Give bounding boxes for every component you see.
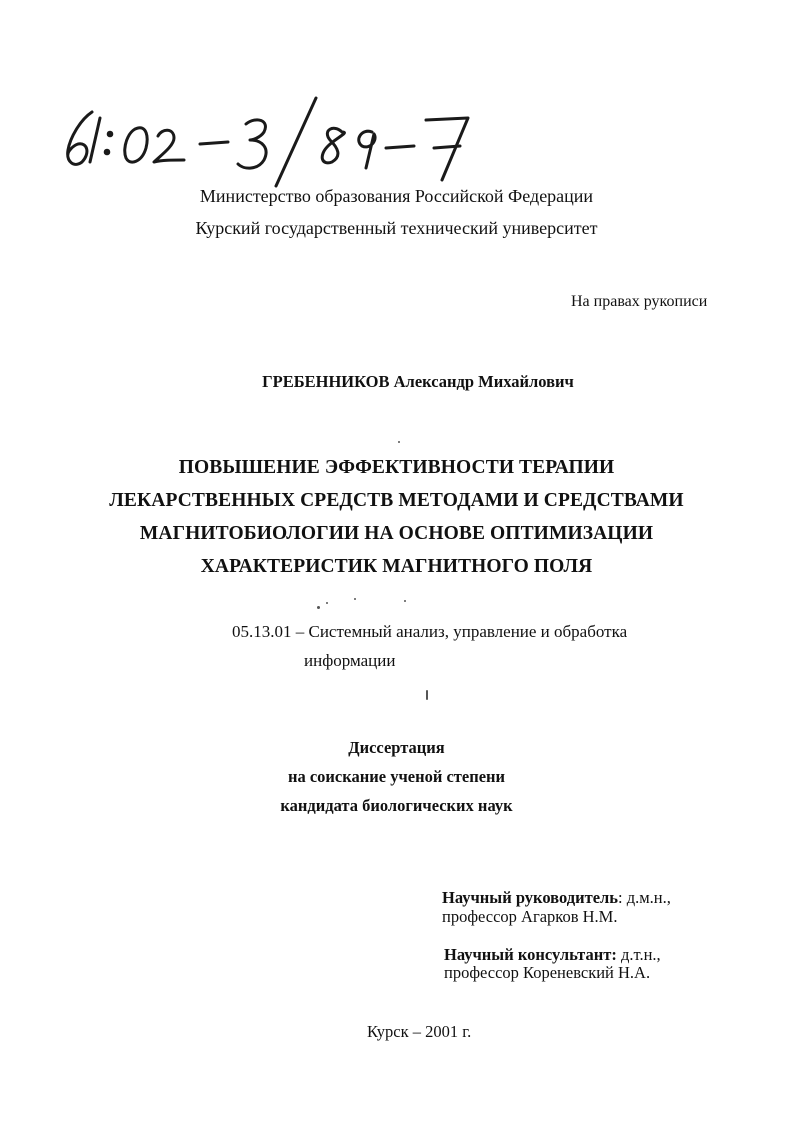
supervisor-label: Научный руководитель xyxy=(442,888,618,907)
scan-speck xyxy=(404,600,406,602)
scan-speck xyxy=(326,602,328,604)
scan-speck xyxy=(398,441,400,443)
supervisor-degree: : д.м.н., xyxy=(618,888,671,907)
scan-speck xyxy=(317,606,320,609)
scan-speck xyxy=(426,690,428,700)
thesis-title-line-4: ХАРАКТЕРИСТИК МАГНИТНОГО ПОЛЯ xyxy=(200,556,593,577)
supervisor-line xyxy=(442,888,671,908)
consultant-name: профессор Кореневский Н.А. xyxy=(444,963,651,982)
specialty-code-line-1: 05.13.01 – Системный анализ, управление и обработка xyxy=(232,622,628,641)
consultant-label: Научный консультант: xyxy=(444,945,617,964)
thesis-title-line-1: ПОВЫШЕНИЕ ЭФФЕКТИВНОСТИ ТЕРАПИИ xyxy=(178,457,615,478)
specialty-code-line-2: информации xyxy=(304,651,396,670)
manuscript-rights: На правах рукописи xyxy=(571,293,708,310)
university-name: Курский государственный технический университет xyxy=(195,218,598,238)
consultant-degree: д.т.н., xyxy=(616,945,661,964)
thesis-title-line-3: МАГНИТОБИОЛОГИИ НА ОСНОВЕ ОПТИМИЗАЦИИ xyxy=(139,523,654,544)
handwritten-archive-code xyxy=(50,90,490,190)
consultant-line xyxy=(444,945,661,965)
degree-line: на соискание ученой степени xyxy=(287,767,506,786)
place-and-year: Курск – 2001 г. xyxy=(367,1022,472,1041)
supervisor-name: профессор Агарков Н.М. xyxy=(442,907,618,926)
dissertation-label: Диссертация xyxy=(348,738,445,757)
scan-speck xyxy=(354,598,356,600)
degree-field-line: кандидата биологических наук xyxy=(280,796,513,815)
thesis-title-line-2: ЛЕКАРСТВЕННЫХ СРЕДСТВ МЕТОДАМИ И СРЕДСТВАМИ xyxy=(109,490,684,511)
ministry-name: Министерство образования Российской Федерации xyxy=(199,186,594,206)
author-name: ГРЕБЕННИКОВ Александр Михайлович xyxy=(262,372,574,391)
